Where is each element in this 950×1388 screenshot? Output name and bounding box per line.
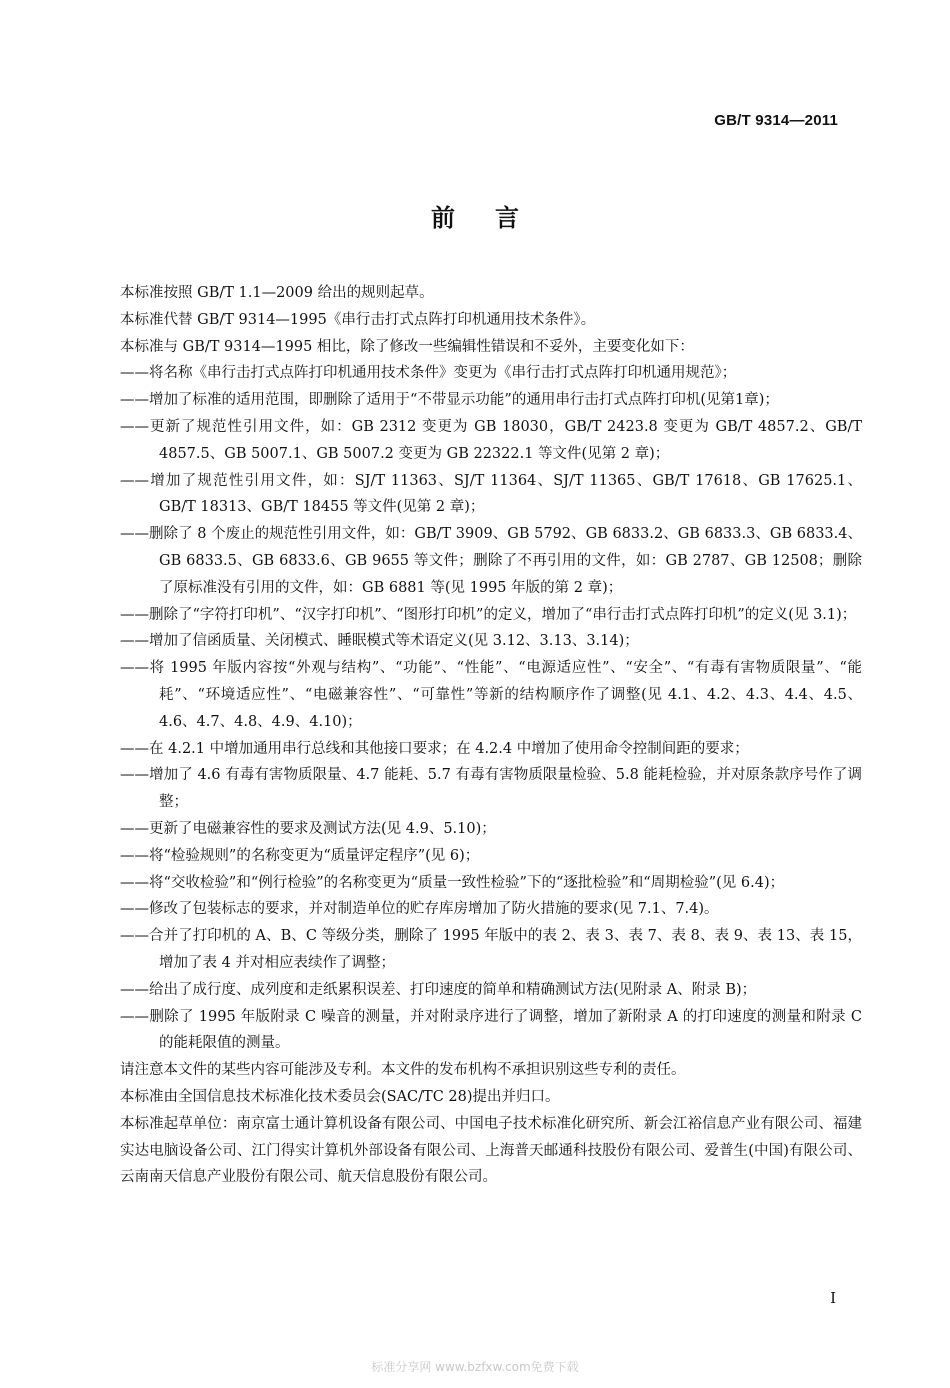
change-item: ——增加了 4.6 有毒有害物质限量、4.7 能耗、5.7 有毒有害物质限量检验、5.8 能耗检验，并对原条款序号作了调整； [120, 767, 862, 811]
change-item: ——更新了电磁兼容性的要求及测试方法(见 4.9、5.10)； [120, 820, 496, 837]
paragraph-replaces: 本标准代替 GB/T 9314—1995《串行击打式点阵打印机通用技术条件》。 [120, 311, 596, 328]
change-item: ——在 4.2.1 中增加通用串行总线和其他接口要求；在 4.2.4 中增加了使用命令控制间距的要求； [120, 740, 749, 757]
page-title: 前言 [431, 203, 559, 232]
change-item: ——给出了成行度、成列度和走纸累积误差、打印速度的简单和精确测试方法(见附录 A、附录 B)； [120, 981, 757, 998]
change-item: ——合并了打印机的 A、B、C 等级分类，删除了 1995 年版中的表 2、表 3、表 7、表 8、表 9、表 13、表 15，增加了表 4 并对相应表续作了调整； [120, 928, 862, 971]
page-number: I [830, 1289, 836, 1307]
change-item: ——修改了包装标志的要求，并对制造单位的贮存库房增加了防火措施的要求(见 7.1、7.4)。 [120, 901, 719, 918]
paragraph-changes-intro: 本标准与 GB/T 9314—1995 相比，除了修改一些编辑性错误和不妥外，主要变化如下： [120, 338, 694, 355]
change-item: ——将“交收检验”和“例行检验”的名称变更为“质量一致性检验”下的“逐批检验”和“周期检验”(见 6.4)； [120, 874, 785, 891]
change-item: ——删除了“字符打印机”、“汉字打印机”、“图形打印机”的定义，增加了“串行击打式点阵打印机”的定义(见 3.1)； [120, 606, 857, 623]
change-item: ——增加了信函质量、关闭模式、睡眠模式等术语定义(见 3.12、3.13、3.14)； [120, 633, 639, 650]
paragraph-proposer: 本标准由全国信息技术标准化技术委员会(SAC/TC 28)提出并归口。 [120, 1088, 560, 1105]
change-item: ——删除了 1995 年版附录 C 噪音的测量，并对附录序进行了调整，增加了新附录 A 的打印速度的测量和附录 C 的能耗限值的测量。 [120, 1008, 862, 1052]
watermark-text: 标准分享网 www.bzfxw.com免费下载 [371, 1360, 579, 1374]
change-item: ——将“检验规则”的名称变更为“质量评定程序”(见 6)； [120, 847, 480, 864]
change-item: ——增加了规范性引用文件，如：SJ/T 11363、SJ/T 11364、SJ/T 11365、GB/T 17618、GB 17625.1、GB/T 18313、GB/T 18455 等文件(见第 2 章)； [120, 472, 862, 516]
change-item: ——将名称《串行击打式点阵打印机通用技术条件》变更为《串行击打式点阵打印机通用规范》； [120, 365, 737, 382]
document-body [120, 280, 862, 1191]
paragraph-drafting-units: 本标准起草单位：南京富士通计算机设备有限公司、中国电子技术标准化研究所、新会江裕信息产业有限公司、福建实达电脑设备公司、江门得实计算机外部设备有限公司、上海普天邮通科技股份有限公司、爱普生(中国)有限公司、云南南天信息产业股份有限公司、航天信息股份有限公司。 [120, 1115, 862, 1186]
change-item: ——将 1995 年版内容按“外观与结构”、“功能”、“性能”、“电源适应性”、“安全”、“有毒有害物质限量”、“能耗”、“环境适应性”、“电磁兼容性”、“可靠性”等新的结构顺序作了调整(见 4.1、4.2、4.3、4.4、4.5、4.6、4.7、4.8、4.9、4.10)； [120, 660, 862, 730]
change-item: ——增加了标准的适用范围，即删除了适用于“不带显示功能”的通用串行击打式点阵打印机(见第1章)； [120, 392, 779, 409]
change-item: ——删除了 8 个废止的规范性引用文件，如：GB/T 3909、GB 5792、GB 6833.2、GB 6833.3、GB 6833.4、GB 6833.5、GB 6833.6、GB 9655 等文件；删除了不再引用的文件，如：GB 2787、GB 12508；删除了原标准没有引用的文件，如：GB 6881 等(见 1995 年版的第 2 章)； [120, 526, 862, 596]
paragraph-patent-notice: 请注意本文件的某些内容可能涉及专利。本文件的发布机构不承担识别这些专利的责任。 [120, 1062, 686, 1079]
change-item: ——更新了规范性引用文件，如：GB 2312 变更为 GB 18030，GB/T 2423.8 变更为 GB/T 4857.2、GB/T 4857.5、GB 5007.1、GB 5007.2 变更为 GB 22322.1 等文件(见第 2 章)； [120, 418, 862, 462]
standard-code: GB/T 9314—2011 [714, 112, 838, 129]
paragraph-drafting-rule: 本标准按照 GB/T 1.1—2009 给出的规则起草。 [120, 285, 434, 301]
